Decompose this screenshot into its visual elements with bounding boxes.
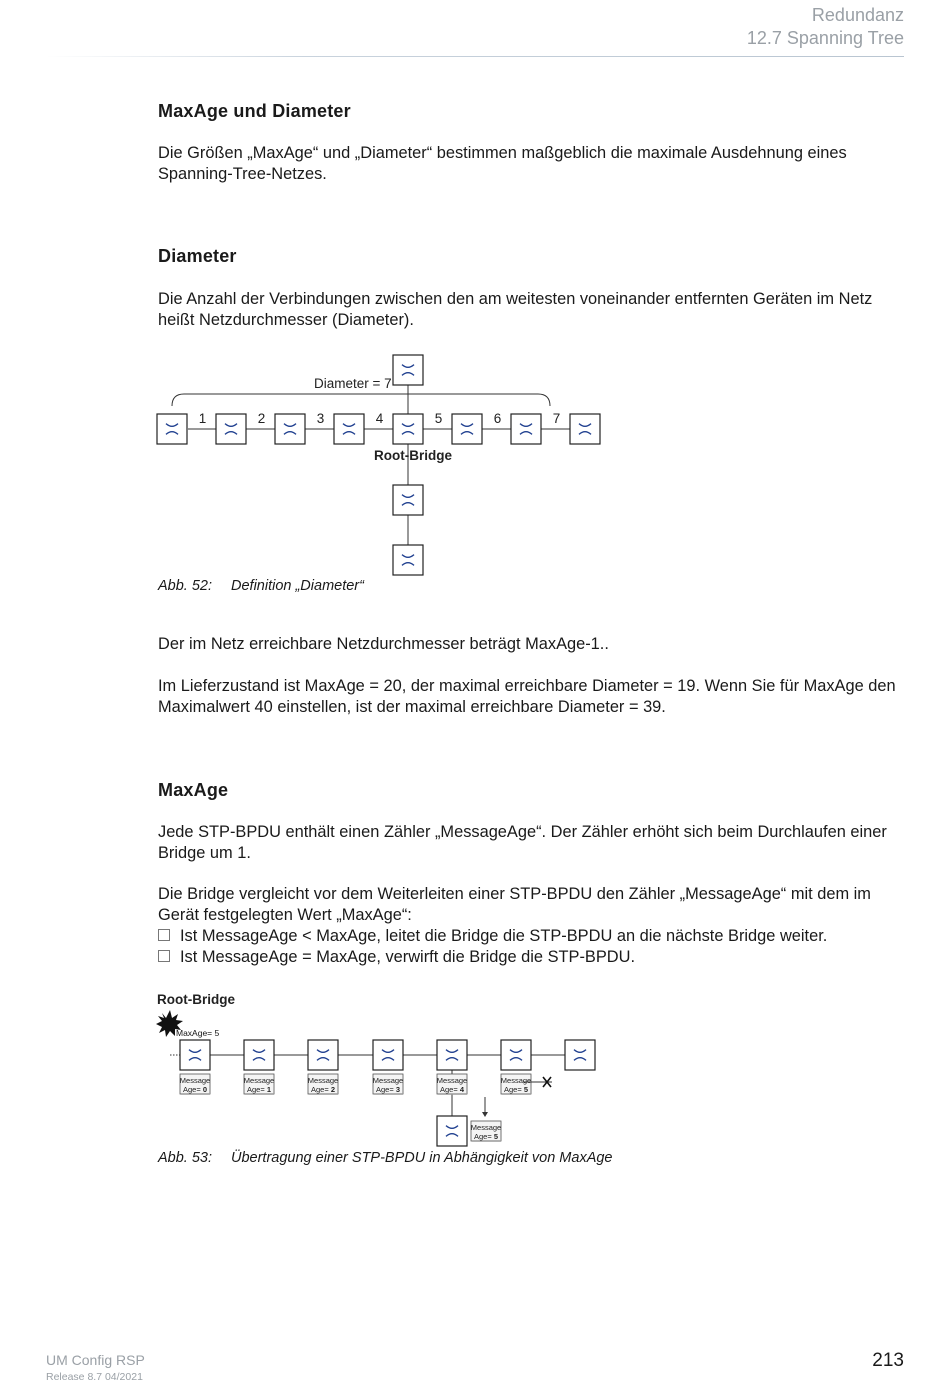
bridge-switch-icon: [565, 1040, 595, 1070]
bridge-switch-icon: [157, 414, 187, 444]
link-number: 4: [375, 411, 384, 426]
figure-52-caption: [158, 578, 364, 594]
message-age-value: Age= 1: [247, 1085, 271, 1094]
message-age-value: Age= 4: [440, 1085, 464, 1094]
link-number: 2: [257, 411, 266, 426]
heading-diameter: Diameter: [158, 246, 237, 266]
bridge-switch-icon: [452, 414, 482, 444]
paragraph-default-values: Im Lieferzustand ist MaxAge = 20, der maximal erreichbare Diameter = 19. Wenn Sie für MaxAge den Maximalwert 40 einstellen, ist der maximal erreichbare Diameter = 39.: [158, 677, 896, 716]
link-number: 7: [552, 411, 561, 426]
bridge-switch-icon: [244, 1040, 274, 1070]
running-header: [747, 4, 904, 50]
release-info: Release 8.7 04/2021: [46, 1371, 143, 1383]
heading-maxage: MaxAge: [158, 780, 229, 800]
chapter-title: Redundanz: [811, 5, 904, 25]
paragraph-diameter-maxage: Der im Netz erreichbare Netzdurchmesser beträgt MaxAge-1..: [158, 635, 609, 653]
message-age-badge: [501, 1074, 531, 1094]
bridge-switch-icon: [393, 414, 423, 444]
page-number: 213: [872, 1350, 904, 1371]
paragraph-messageage: Jede STP-BPDU enthält einen Zähler „MessageAge“. Der Zähler erhöht sich beim Durchlaufen einer Bridge um 1.: [158, 823, 887, 862]
link-number: 6: [493, 411, 502, 426]
root-bridge-label: Root-Bridge: [374, 448, 452, 463]
message-label: Message: [436, 1076, 468, 1085]
bridge-switch-icon: [275, 414, 305, 444]
message-age-value: Age= 2: [311, 1085, 335, 1094]
message-age-badge: [437, 1074, 467, 1094]
bridge-switch-icon: [570, 414, 600, 444]
bridge-switch-icon: [308, 1040, 338, 1070]
arrow-head-icon: [482, 1112, 488, 1117]
message-age-badge: [244, 1074, 274, 1094]
bridge-switch-icon: [180, 1040, 210, 1070]
figure-53-caption: [158, 1150, 613, 1166]
checkbox-bullet-icon: [158, 950, 170, 962]
message-label: Message: [179, 1076, 211, 1085]
caption-text: Definition „Diameter“: [231, 578, 364, 594]
bullet-text: Ist MessageAge < MaxAge, leitet die Bridge die STP-BPDU an die nächste Bridge weiter.: [180, 927, 828, 945]
link-number: 3: [316, 411, 325, 426]
bullet-item: [158, 926, 827, 947]
message-age-badge: [308, 1074, 338, 1094]
bullet-text: Ist MessageAge = MaxAge, verwirft die Bridge die STP-BPDU.: [180, 948, 636, 966]
bridge-switch-icon: [437, 1116, 467, 1146]
message-label: Message: [243, 1076, 275, 1085]
bridge-switch-icon: [501, 1040, 531, 1070]
figure-53-maxage-diagram: [150, 985, 610, 1150]
paragraph-bridge-compare: Die Bridge vergleicht vor dem Weiterleiten einer STP-BPDU den Zähler „MessageAge“ mit dem im Gerät festgelegten Wert „MaxAge“:: [158, 885, 871, 924]
diameter-label: Diameter = 7: [314, 376, 392, 391]
message-age-badge: [471, 1121, 501, 1141]
section-title: 12.7 Spanning Tree: [746, 28, 904, 48]
bridge-switch-icon: [437, 1040, 467, 1070]
message-age-value: Age= 5: [474, 1132, 498, 1141]
heading-maxage-diameter: MaxAge und Diameter: [158, 101, 351, 121]
bridge-switch-icon: [216, 414, 246, 444]
message-age-badge: [373, 1074, 403, 1094]
maxage-label: MaxAge= 5: [176, 1028, 220, 1038]
bullet-item: [158, 947, 635, 968]
bridge-switch-icon: [334, 414, 364, 444]
caption-text: Übertragung einer STP-BPDU in Abhängigkeit von MaxAge: [231, 1150, 613, 1166]
message-age-value: Age= 5: [504, 1085, 528, 1094]
figure-52-diameter-diagram: [150, 350, 620, 580]
diameter-bracket: [172, 394, 550, 406]
caption-number: Abb. 52:: [158, 578, 213, 594]
caption-number: Abb. 53:: [158, 1150, 213, 1166]
bridge-switch-icon: [393, 355, 423, 385]
message-age-value: Age= 3: [376, 1085, 400, 1094]
root-bridge-label: Root-Bridge: [157, 992, 235, 1007]
header-rule: [46, 56, 904, 57]
message-label: Message: [470, 1123, 502, 1132]
checkbox-bullet-icon: [158, 929, 170, 941]
message-age-value: Age= 0: [183, 1085, 207, 1094]
link-number: 1: [198, 411, 207, 426]
paragraph-maxage-diameter: Die Größen „MaxAge“ und „Diameter“ bestimmen maßgeblich die maximale Ausdehnung eines Spanning-Tree-Netzes.: [158, 144, 847, 183]
footer: [46, 1352, 145, 1386]
message-label: Message: [372, 1076, 404, 1085]
message-age-badge: [180, 1074, 210, 1094]
link-number: 5: [434, 411, 443, 426]
document-name: UM Config RSP: [46, 1352, 145, 1368]
bridge-switch-icon: [393, 545, 423, 575]
bridge-switch-icon: [393, 485, 423, 515]
paragraph-diameter: Die Anzahl der Verbindungen zwischen den am weitesten voneinander entfernten Geräten im Netz heißt Netzdurchmesser (Diameter).: [158, 290, 873, 329]
bridge-switch-icon: [511, 414, 541, 444]
bridge-switch-icon: [373, 1040, 403, 1070]
message-label: Message: [307, 1076, 339, 1085]
message-label: Message: [500, 1076, 532, 1085]
